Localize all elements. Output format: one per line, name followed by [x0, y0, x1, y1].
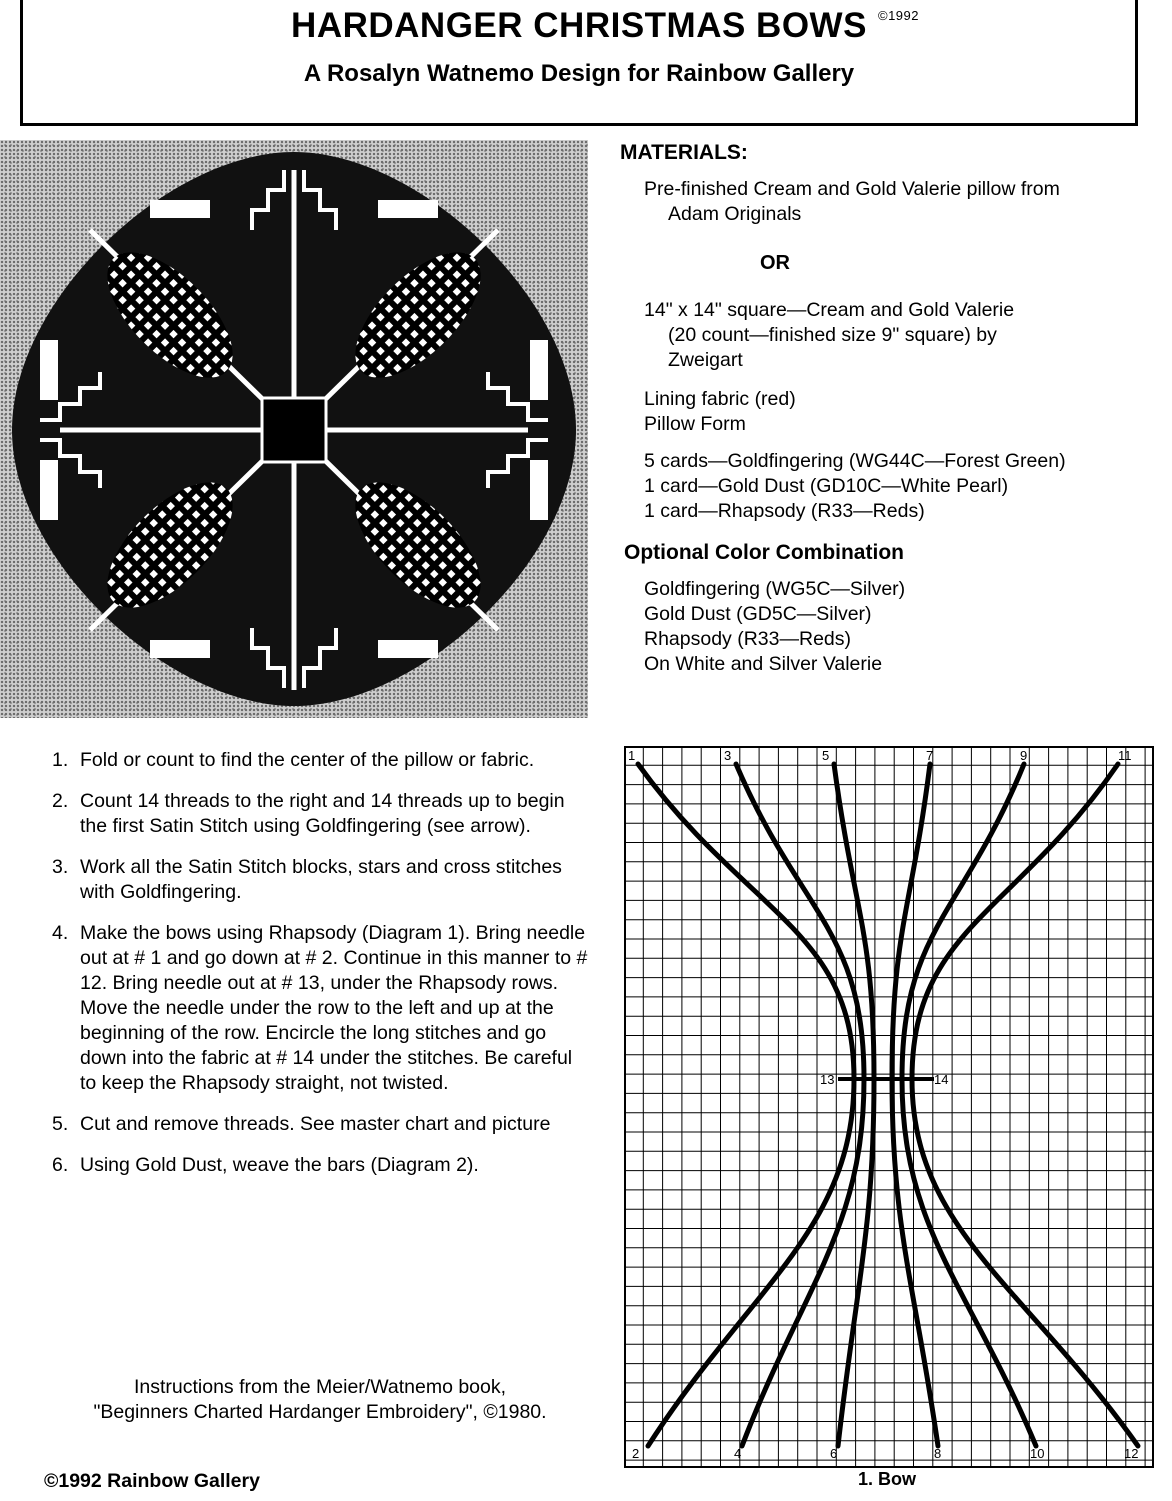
diagram-point-label: 10 — [1030, 1446, 1045, 1461]
diagram-caption: 1. Bow — [858, 1469, 917, 1489]
thread-item: 1 card—Gold Dust (GD10C—White Pearl) — [644, 475, 1009, 497]
material-pillow: Pre-finished Cream and Gold Valerie pillow from Adam Originals — [644, 178, 1060, 225]
instruction-step: 1. Fold or count to find the center of the pillow or fabric. — [52, 749, 535, 771]
optional-item: Rhapsody (R33—Reds) — [644, 628, 852, 650]
diagram-frame — [625, 747, 1153, 1467]
or-separator: OR — [760, 252, 790, 274]
page-title: HARDANGER CHRISTMAS BOWS ©1992 — [291, 6, 919, 45]
material-lining: Lining fabric (red) — [644, 388, 796, 410]
material-fabric: 14" x 14" square—Cream and Gold Valerie (20 count—finished size 9" square) by Zweigart — [644, 299, 1015, 371]
diagram-point-label: 9 — [1020, 748, 1028, 763]
hardanger-pattern-image — [0, 140, 588, 718]
diagram-point-label: 6 — [830, 1446, 838, 1461]
diagram-point-label: 8 — [934, 1446, 942, 1461]
diagram-point-label: 1 — [628, 748, 636, 763]
bow-diagram — [624, 746, 1154, 1468]
diagram-point-label: 5 — [822, 748, 830, 763]
book-credit: Instructions from the Meier/Watnemo book, "Beginners Charted Hardanger Embroidery", ©1980. — [93, 1376, 547, 1423]
materials-heading: MATERIALS: — [620, 141, 748, 164]
diagram-point-label: 3 — [724, 748, 732, 763]
instruction-step: 4. Make the bows using Rhapsody (Diagram 1). Bring needle out at # 1 and go down at # 2. Continue in this manner to # 12. Bring needle out at # 13, under the Rhapsody rows. Move the needle under the row to the left and up at the beginning of the row. Encircle the long stitches and go down into the fabric at # 14 under the stitches. Be careful to keep the Rhapsody straight, not twisted. — [52, 922, 588, 1094]
optional-item: Goldfingering (WG5C—Silver) — [644, 578, 906, 600]
material-pillow-form: Pillow Form — [644, 413, 746, 435]
diagram-point-label: 2 — [632, 1446, 640, 1461]
diagram-point-label: 13 — [820, 1072, 835, 1087]
diagram-point-label: 7 — [926, 748, 934, 763]
optional-item: On White and Silver Valerie — [644, 653, 883, 675]
optional-item: Gold Dust (GD5C—Silver) — [644, 603, 872, 625]
thread-item: 1 card—Rhapsody (R33—Reds) — [644, 500, 925, 522]
diagram-point-label: 14 — [934, 1072, 949, 1087]
diagram-point-label: 4 — [734, 1446, 742, 1461]
instruction-step: 5. Cut and remove threads. See master chart and picture — [52, 1113, 551, 1135]
title-copyright: ©1992 — [878, 8, 919, 23]
instruction-step: 6. Using Gold Dust, weave the bars (Diagram 2). — [52, 1154, 479, 1176]
thread-item: 5 cards—Goldfingering (WG44C—Forest Green) — [644, 450, 1066, 472]
instructions-list — [52, 748, 592, 1194]
instruction-step: 3. Work all the Satin Stitch blocks, stars and cross stitches with Goldfingering. — [52, 856, 562, 903]
optional-heading: Optional Color Combination — [624, 541, 904, 564]
materials-section — [620, 140, 1160, 677]
page-subtitle: A Rosalyn Watnemo Design for Rainbow Gallery — [303, 60, 855, 87]
title-box — [20, 0, 1138, 126]
instruction-step: 2. Count 14 threads to the right and 14 threads up to begin the first Satin Stitch using Goldfingering (see arrow). — [52, 790, 565, 837]
diagram-point-label: 12 — [1124, 1446, 1139, 1461]
diagram-point-label: 11 — [1118, 748, 1132, 763]
pillow-photo — [0, 140, 588, 718]
footer-copyright: ©1992 Rainbow Gallery — [44, 1470, 260, 1492]
